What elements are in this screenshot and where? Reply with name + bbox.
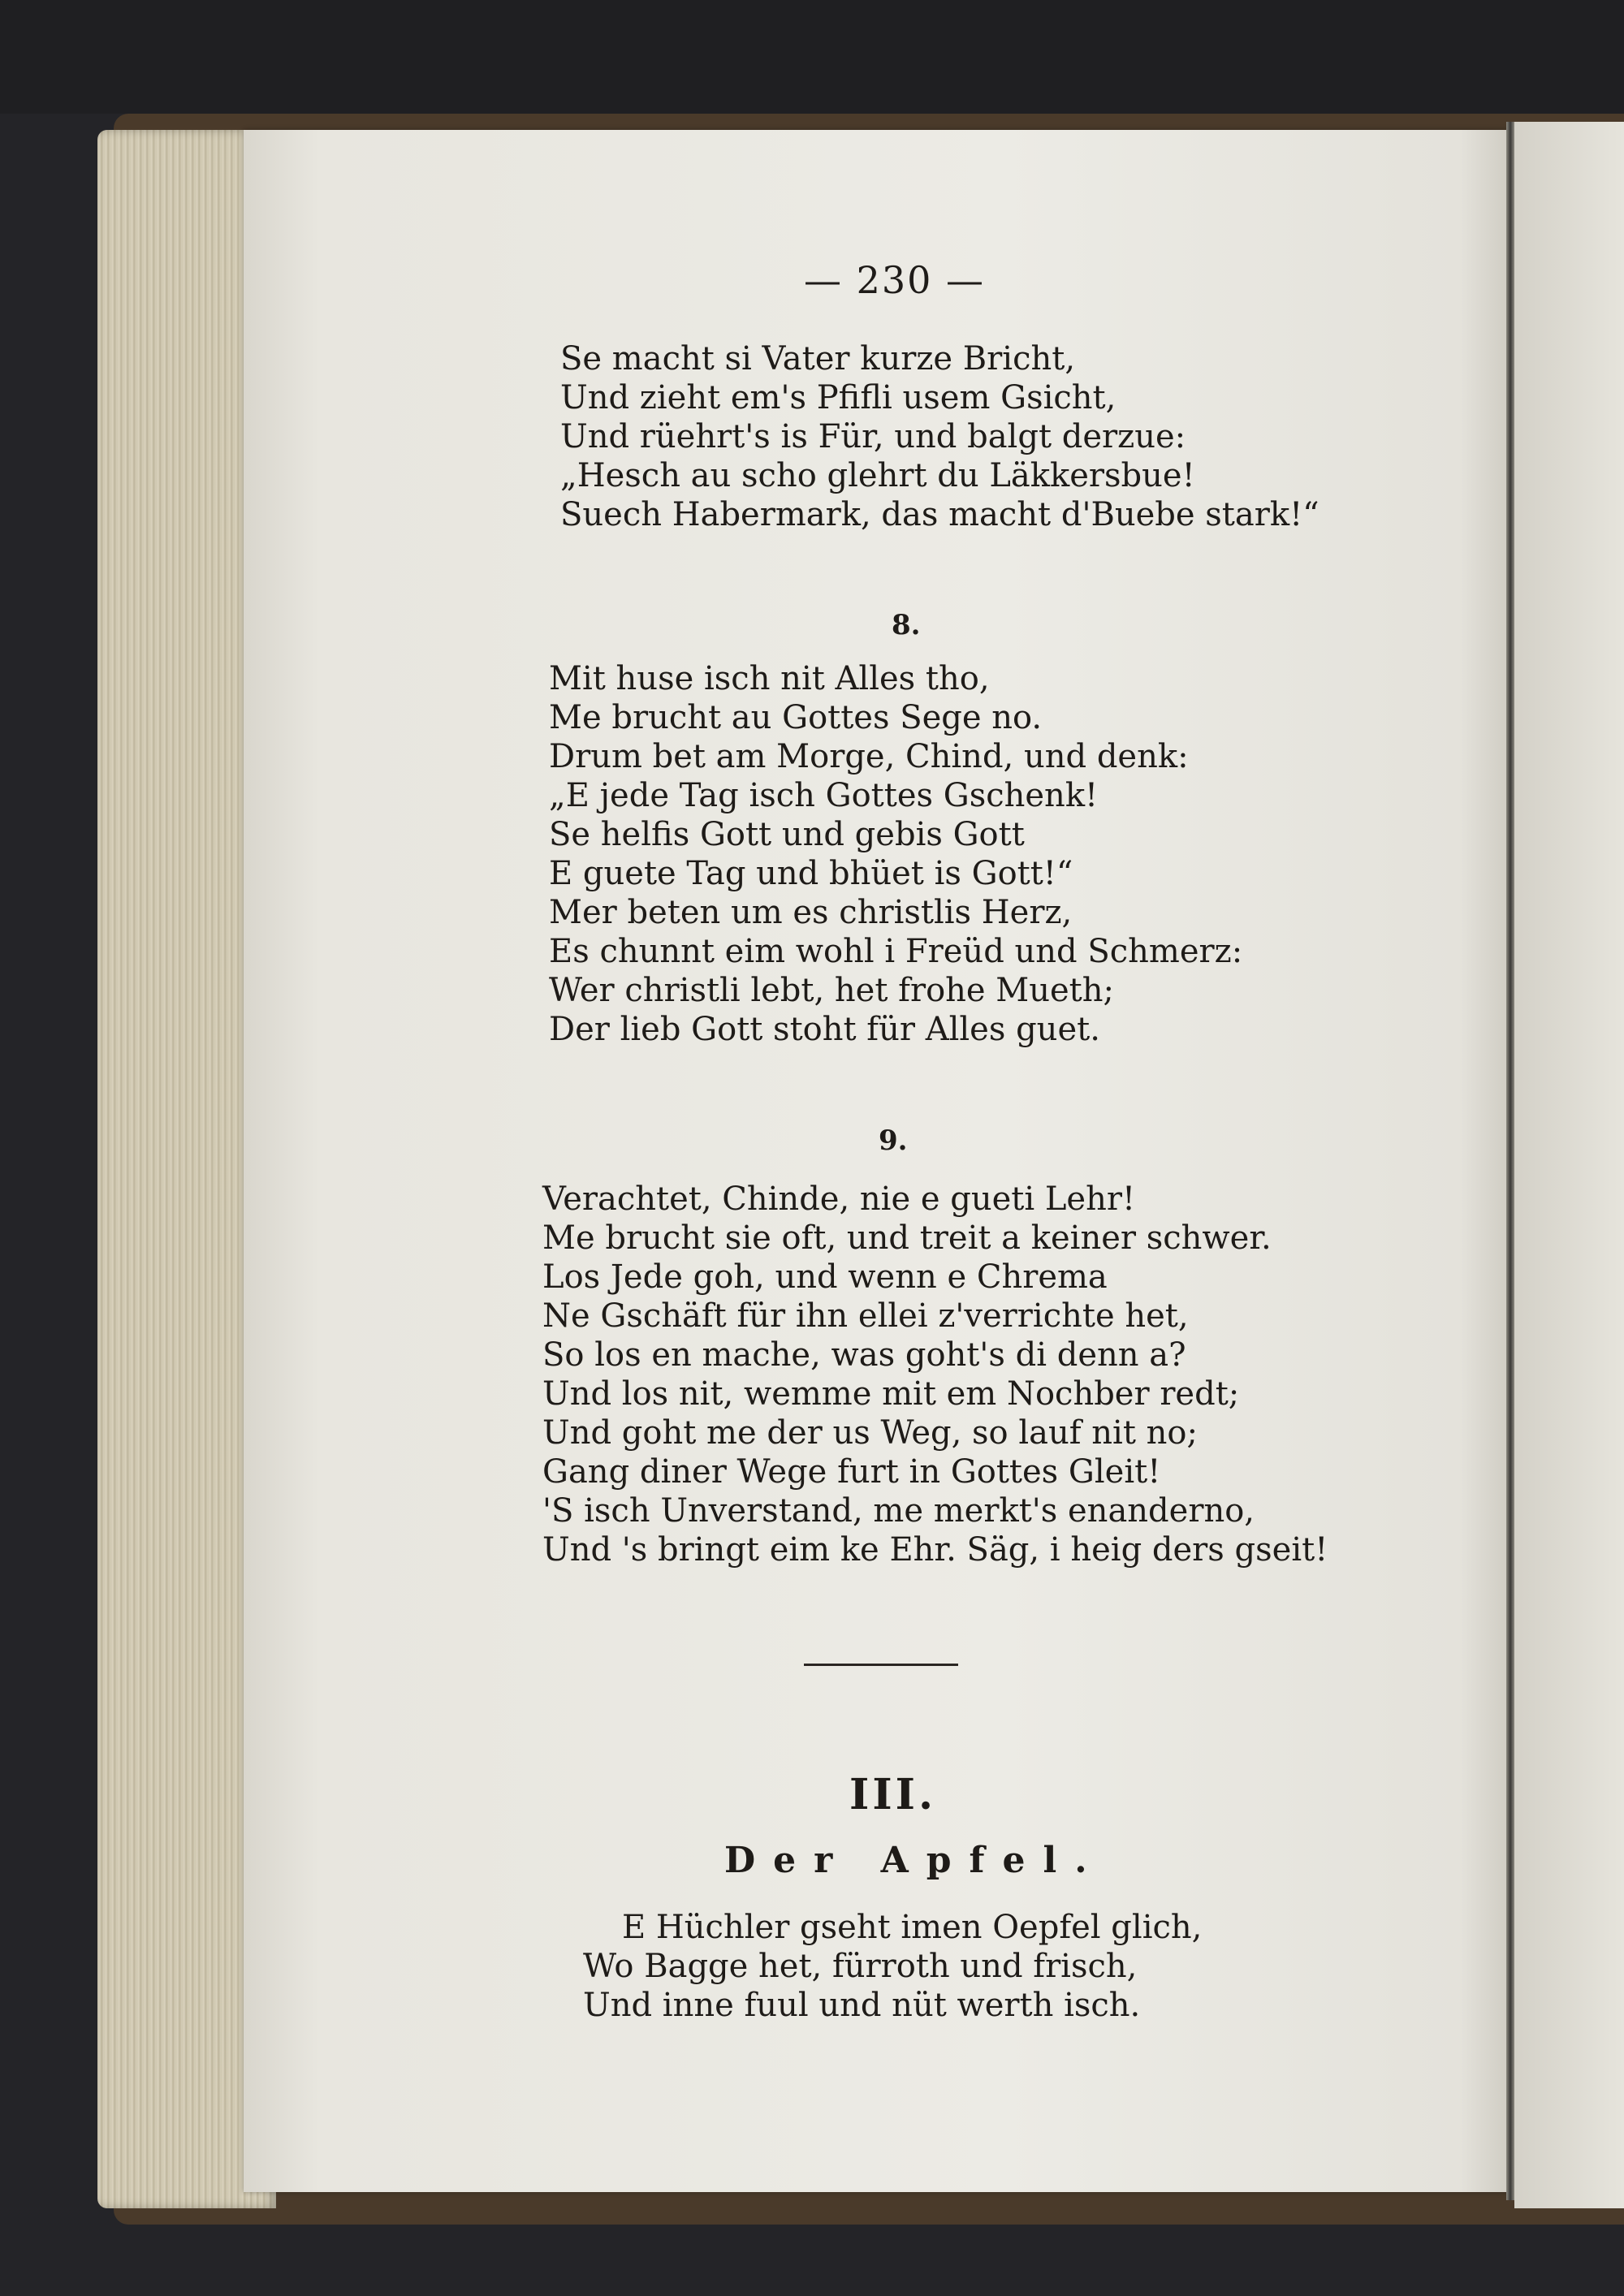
- verse-line: Me brucht sie oft, und treit a keiner schwer.: [542, 1219, 1272, 1257]
- stanza-9: [542, 1180, 1328, 1569]
- verse-line: E guete Tag und bhüet is Gott!“: [549, 855, 1073, 892]
- verse-line: E Hüchler gseht imen Oepfel glich,: [622, 1909, 1203, 1946]
- section-number: III.: [849, 1770, 937, 1819]
- verse-line: Wer christli lebt, het frohe Mueth;: [549, 972, 1114, 1009]
- verse-line: So los en mache, was goht's di denn a?: [542, 1336, 1186, 1374]
- verse-line: Der lieb Gott stoht für Alles guet.: [549, 1011, 1100, 1048]
- verse-line: Drum bet am Morge, Chind, und denk:: [549, 738, 1189, 775]
- verse-line: Und goht me der us Weg, so lauf nit no;: [542, 1414, 1198, 1452]
- verse-line: Gang diner Wege furt in Gottes Gleit!: [542, 1453, 1161, 1491]
- section-divider: [804, 1664, 958, 1666]
- verse-line: Und zieht em's Pfifli usem Gsicht,: [560, 379, 1116, 416]
- verse-line: Ne Gschäft für ihn ellei z'verrichte het,: [542, 1297, 1189, 1335]
- verse-line: Me brucht au Gottes Sege no.: [549, 699, 1043, 736]
- verse-line: Und los nit, wemme mit em Nochber redt;: [542, 1375, 1240, 1413]
- verse-line: Und inne fuul und nüt werth isch.: [583, 1987, 1141, 2024]
- verse-line: Mer beten um es christlis Herz,: [549, 894, 1073, 931]
- book-gutter: [1506, 122, 1514, 2200]
- verse-line: Es chunnt eim wohl i Freüd und Schmerz:: [549, 933, 1243, 970]
- verse-line: „E jede Tag isch Gottes Gschenk!: [549, 777, 1099, 814]
- verse-line: 'S isch Unverstand, me merkt's enanderno,: [542, 1492, 1255, 1530]
- poem-title: Der Apfel.: [724, 1840, 1105, 1881]
- page-number: — 230 —: [804, 258, 986, 302]
- verse-line: Suech Habermark, das macht d'Buebe stark!“: [560, 496, 1320, 533]
- verse-line: Se helfis Gott und gebis Gott: [549, 816, 1025, 853]
- stanza-number-9: 9.: [879, 1124, 908, 1157]
- stanza-8: [549, 659, 1242, 1049]
- stanza-continued: [560, 339, 1320, 534]
- verse-line: Mit huse isch nit Alles tho,: [549, 660, 990, 697]
- verse-line: Und rüehrt's is Für, und balgt derzue:: [560, 418, 1186, 455]
- verse-line: Los Jede goh, und wenn e Chrema: [542, 1258, 1108, 1296]
- verse-line: Se macht si Vater kurze Bricht,: [560, 340, 1076, 378]
- facing-page-edge: [1514, 122, 1624, 2208]
- verse-line: Wo Bagge het, fürroth und frisch,: [583, 1948, 1138, 1985]
- verse-line: „Hesch au scho glehrt du Läkkersbue!: [560, 457, 1195, 494]
- verse-line: Verachtet, Chinde, nie e gueti Lehr!: [542, 1180, 1136, 1218]
- background-board: [0, 0, 1624, 114]
- poem-opening-stanza: [583, 1908, 1202, 2025]
- verse-line: Und 's bringt eim ke Ehr. Säg, i heig ders gseit!: [542, 1531, 1328, 1569]
- stanza-number-8: 8.: [892, 609, 921, 641]
